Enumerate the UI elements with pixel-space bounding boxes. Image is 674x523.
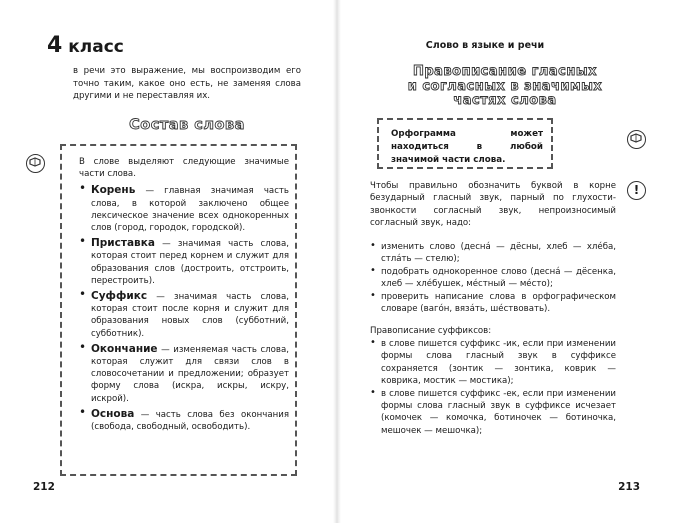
rule-intro: Чтобы правильно обозначить буквой в корне безударный гласный звук, парный по глухости-звонкости согласный звук, непроизносимый согласный звук, надо:	[370, 181, 616, 229]
suffix-list	[370, 338, 616, 437]
page-number-left: 212	[33, 481, 55, 493]
speech-bubble-icon	[627, 130, 646, 149]
intro-paragraph: в речи это выражение, мы воспроизводим его точно таким, какое оно есть, не заменяя слова другими и не переставляя их.	[73, 66, 301, 101]
section-title-word-structure: Состав слова	[129, 117, 245, 133]
list-item: • изменить слово (деснá — дёсны, хлеб — хлéба, стлáть — стелю);	[370, 241, 616, 266]
orthogram-note-box	[377, 118, 553, 169]
page-number-right: 213	[618, 481, 640, 493]
list-item: • проверить написание слова в орфографическом словаре (вагóн, вязáть, шéствовать).	[370, 291, 616, 316]
exclamation-icon: !	[627, 181, 646, 200]
definition-prefix: • Приставка — значимая часть слова, которая стоит перед корнем и служит для образования слов (достроить, отстроить, перестроить).	[79, 237, 289, 287]
box-lead: В слове выделяют следующие значимые части слова.	[79, 157, 289, 180]
book-fold	[333, 0, 341, 523]
speech-bubble-icon	[26, 154, 45, 173]
list-item: • в слове пишется суффикс -ик, если при изменении формы слова гласный звук в суффиксе сохраняется (зонтик — зонтика, коврик — коврика, мостик — мостика);	[370, 338, 616, 388]
definition-suffix: • Суффикс — значимая часть слова, которая стоит после корня и служит для образования новых слов (субботний, субботник).	[79, 290, 289, 340]
suffix-heading: Правописание суффиксов:	[370, 326, 492, 336]
section-title-spelling: Правописание гласных и согласных в значимых частях слова	[407, 64, 603, 108]
definition-ending: • Окончание — изменяемая часть слова, которая служит для связи слов в словосочетании и предложении; образует форму слова (искра, искры, искру, искрой).	[79, 343, 289, 405]
definition-root: • Корень — главная значимая часть слова, в которой заключено общее лексическое значение всех однокоренных слов (город, городок, городской).	[79, 184, 289, 234]
list-item: • подобрать однокоренное слово (деснá — дёсенка, хлеб — хлéбушек, мéстный — мéсто);	[370, 266, 616, 291]
grade-number: 4	[47, 33, 63, 58]
grade-heading	[47, 33, 124, 58]
chapter-title: Слово в языке и речи	[425, 40, 545, 51]
list-item: • в слове пишется суффикс -ек, если при изменении формы слова гласный звук в суффиксе исчезает (комочек — комочка, ботиночек — ботиночка, мешочек — мешочка);	[370, 388, 616, 438]
definition-stem: • Основа — часть слова без окончания (свобода, свободный, освободить).	[79, 408, 289, 433]
orthogram-note: Орфограмма может находиться в любой значимой части слова.	[391, 129, 543, 165]
grade-word: класс	[68, 37, 124, 57]
rule-list	[370, 241, 616, 315]
definitions-box	[60, 144, 297, 476]
